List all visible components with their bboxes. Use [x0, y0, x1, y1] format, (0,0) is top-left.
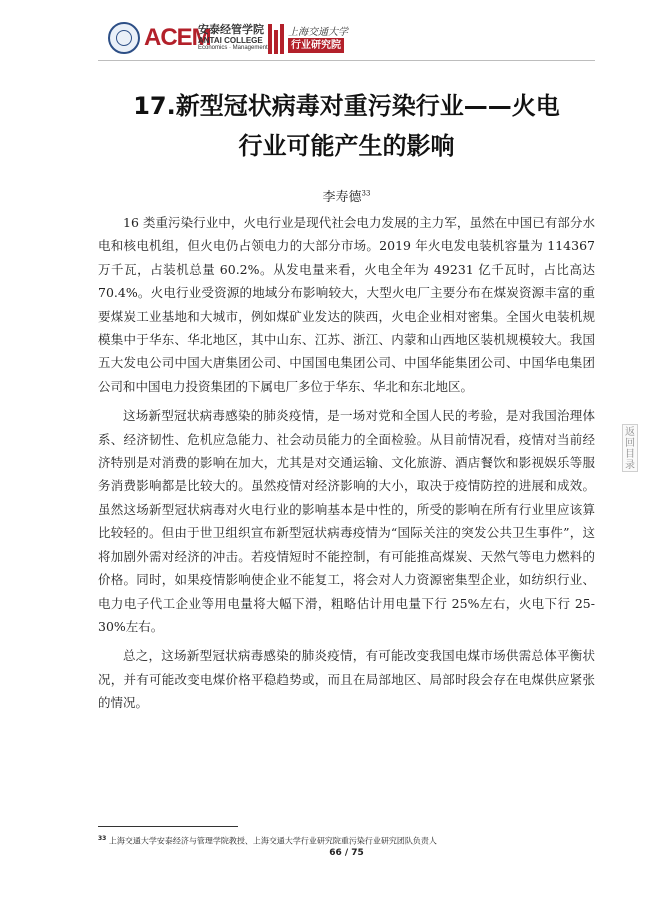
sjtu-seal-logo: [108, 22, 140, 54]
antai-college-name: [198, 24, 268, 52]
college-name-en: ANTAI COLLEGE: [198, 36, 263, 45]
sjtu-script-logo: 上海交通大学: [288, 27, 348, 38]
paragraph: 16 类重污染行业中，火电行业是现代社会电力发展的主力军，虽然在中国已有部分水电和核电机组，但火电仍占领电力的大部分市场。2019 年火电发电装机容量为 114367 万千瓦，占装机总量 60.2%。从发电量来看，火电全年为 49231 亿千瓦时，占比高达 70.4%。火电行业受资源的地域分布影响较大，大型火电厂主要分布在煤炭资源丰富的重要煤炭工业基地和大城市，例如煤矿业发达的陕西，火电企业相对密集。全国火电装机规模集中于华东、华北地区，其中山东、江苏、浙江、内蒙和山西地区装机规模较大。我国五大发电公司中国大唐集团公司、中国国电集团公司、中国华能集团公司、中国华电集团公司和中国电力投资集团的下属电厂多位于华东、华北和东北地区。: [98, 215, 595, 394]
author-line: [98, 186, 595, 205]
footnote: [98, 833, 598, 848]
title-line-1: 17.新型冠状病毒对重污染行业——火电: [133, 92, 560, 120]
college-name-cn: 安泰经管学院: [198, 24, 264, 36]
sjtu-logo-mark-2: [274, 30, 278, 54]
header-divider: [98, 60, 595, 61]
sjtu-logo-mark-3: [280, 24, 284, 54]
author-name: 李寿德: [322, 190, 362, 205]
page-header: [108, 22, 588, 56]
footnote-divider: [98, 826, 238, 827]
back-to-toc-tab[interactable]: 返回目录: [622, 424, 638, 472]
footnote-text: 上海交通大学安泰经济与管理学院教授、上海交通大学行业研究院重污染行业研究团队负责人: [108, 836, 437, 846]
footnote-number: 33: [98, 835, 107, 842]
article-body: [98, 211, 595, 721]
title-line-2: 行业可能产生的影响: [238, 132, 455, 160]
page-number: 66 / 75: [329, 848, 364, 858]
page-title: [98, 86, 595, 166]
college-subtitle-en: Economics · Management: [198, 45, 268, 51]
acem-logo: ACEM: [144, 24, 211, 51]
industry-institute-label: 行业研究院: [288, 38, 344, 53]
paragraph: 这场新型冠状病毒感染的肺炎疫情，是一场对党和全国人民的考验，是对我国治理体系、经济韧性、危机应急能力、社会动员能力的全面检验。从目前情况看，疫情对当前经济特别是对消费的影响在加大，尤其是对交通运输、文化旅游、酒店餐饮和影视娱乐等服务消费影响都是比较大的。虽然疫情对经济影响的大小，取决于疫情防控的进展和成效。虽然这场新型冠状病毒对火电行业的影响基本是中性的，所受的影响在所有行业里应该算比较轻的。但由于世卫组织宣布新型冠状病毒疫情为“国际关注的突发公共卫生事件”，这将加剧外需对经济的冲击。若疫情短时不能控制，有可能推高煤炭、天然气等电力燃料的价格。同时，如果疫情影响使企业不能复工，将会对人力资源密集型企业，如纺织行业、电力电子代工企业等用电量将大幅下滑，粗略估计用电量下行 25%左右，火电下行 25-30%左右。: [98, 408, 595, 634]
author-footnote-ref[interactable]: 33: [361, 189, 371, 198]
paragraph: 总之，这场新型冠状病毒感染的肺炎疫情，有可能改变我国电煤市场供需总体平衡状况，并有可能改变电煤价格平稳趋势或，而且在局部地区、局部时段会存在电煤供应紧张的情况。: [98, 648, 595, 711]
sjtu-logo-mark: [268, 24, 272, 54]
